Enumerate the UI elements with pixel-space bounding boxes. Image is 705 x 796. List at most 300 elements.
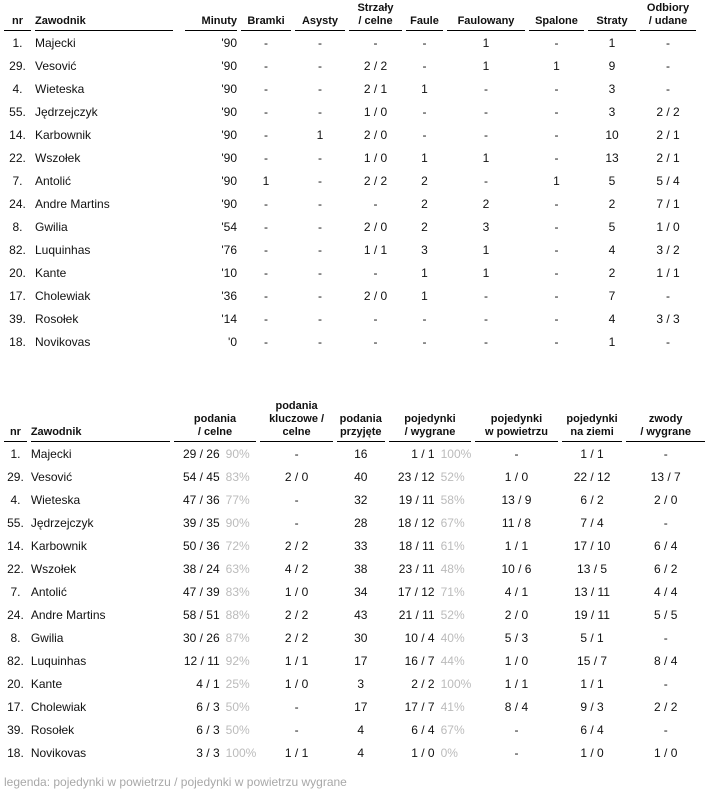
goals-cell: - [264, 219, 268, 234]
fouled-cell: - [484, 127, 488, 142]
passes-cell-percent: 100% [225, 745, 257, 760]
key-passes-cell: 2 / 2 [284, 630, 309, 645]
shots-cell: - [373, 334, 378, 349]
table-row [4, 442, 705, 465]
ground-duels-cell: 5 / 1 [580, 630, 604, 645]
match-stats-table [4, 2, 696, 353]
key-passes-cell: - [294, 722, 299, 737]
dribbles-cell: 13 / 7 [650, 469, 681, 484]
player-name: Andre Martins [30, 607, 106, 622]
minutes-cell: '0 [228, 334, 237, 349]
fouled-cell: - [484, 311, 488, 326]
table-row [4, 465, 705, 488]
recoveries-cell: - [666, 334, 670, 349]
fouled-cell: 1 [482, 150, 490, 165]
header-goals: Bramki [241, 2, 291, 31]
assists-cell: - [318, 334, 322, 349]
key-passes-cell: 4 / 2 [284, 561, 309, 576]
passes-cell [174, 626, 257, 649]
aerial-duels-cell: - [514, 446, 519, 461]
minutes-cell: '14 [221, 311, 237, 326]
table-row [4, 261, 696, 284]
player-name: Karbownik [35, 127, 92, 142]
dribbles-cell: 2 / 0 [654, 492, 678, 507]
passes-cell-percent: 50% [225, 722, 250, 737]
passes-cell-value: 4 / 1 [196, 676, 220, 691]
player-name: Vesović [35, 58, 77, 73]
aerial-duels-cell: 8 / 4 [504, 699, 529, 714]
assists-cell: - [318, 58, 322, 73]
passes-cell-percent: 77% [225, 492, 250, 507]
duels-cell-percent: 52% [440, 607, 465, 622]
ground-duels-cell: 17 / 10 [573, 538, 611, 553]
passes-cell-percent: 88% [225, 607, 250, 622]
header-dribbles: zwody / wygrane [626, 400, 705, 442]
goals-cell: 1 [262, 173, 270, 188]
player-name: Karbownik [30, 538, 87, 553]
table-row [4, 54, 696, 77]
player-number: 82. [7, 653, 24, 668]
header-assists: Asysty [295, 2, 345, 31]
player-name: Wszołek [30, 561, 77, 576]
table-row [4, 511, 705, 534]
dribbles-cell: 2 / 2 [654, 699, 678, 714]
losses-cell: 3 [608, 104, 616, 119]
minutes-cell: '76 [221, 242, 237, 257]
passes-cell [174, 649, 257, 672]
losses-cell: 2 [608, 196, 616, 211]
key-passes-cell: 1 / 1 [284, 653, 309, 668]
passes-cell-percent: 90% [225, 446, 250, 461]
fouled-cell: 1 [482, 242, 490, 257]
fouled-cell: 1 [482, 58, 490, 73]
shots-cell: - [373, 265, 378, 280]
ground-duels-cell: 1 / 0 [580, 745, 604, 760]
player-name: Wieteska [30, 492, 81, 507]
goals-cell: - [264, 311, 268, 326]
goals-cell: - [264, 127, 268, 142]
player-name: Wszołek [35, 150, 81, 165]
recoveries-cell: 1 / 0 [656, 219, 680, 234]
fouled-cell: 1 [482, 265, 490, 280]
received-cell: 38 [354, 561, 368, 576]
player-name: Antolić [35, 173, 72, 188]
losses-cell: 2 [608, 265, 616, 280]
shots-cell: 1 / 0 [363, 104, 388, 119]
duels-cell-percent: 40% [440, 630, 465, 645]
goals-cell: - [264, 104, 268, 119]
fouls-cell: 1 [421, 150, 428, 165]
aerial-duels-cell: 1 / 1 [504, 676, 529, 691]
passes-cell [174, 511, 257, 534]
assists-cell: - [318, 81, 322, 96]
ground-duels-cell: 1 / 1 [580, 446, 604, 461]
duels-cell [389, 511, 472, 534]
assists-cell: - [318, 104, 322, 119]
recoveries-cell: 5 / 4 [656, 173, 680, 188]
duels-cell-percent: 41% [440, 699, 465, 714]
key-passes-cell: 1 / 0 [284, 584, 309, 599]
assists-cell: - [318, 219, 322, 234]
player-number: 20. [7, 676, 24, 691]
duels-cell [389, 442, 472, 465]
passing-duels-table [4, 400, 705, 764]
goals-cell: - [264, 58, 268, 73]
header-nr: nr [4, 400, 27, 442]
received-cell: 4 [357, 722, 365, 737]
fouled-cell: 3 [482, 219, 490, 234]
ground-duels-cell: 6 / 4 [580, 722, 604, 737]
recoveries-cell: - [666, 288, 670, 303]
offsides-cell: - [554, 288, 559, 303]
table-row [4, 672, 705, 695]
table-row [4, 238, 696, 261]
aerial-duels-cell: 10 / 6 [501, 561, 532, 576]
key-passes-cell: 2 / 2 [284, 538, 309, 553]
duels-cell-percent: 52% [440, 469, 465, 484]
player-name: Gwilia [30, 630, 64, 645]
duels-cell-value: 2 / 2 [411, 676, 435, 691]
shots-cell: - [373, 311, 378, 326]
duels-cell-value: 1 / 1 [411, 446, 435, 461]
passes-cell-value: 58 / 51 [182, 607, 220, 622]
ground-duels-cell: 19 / 11 [574, 607, 610, 622]
player-name: Vesović [30, 469, 73, 484]
passes-cell-percent: 83% [225, 584, 250, 599]
fouls-cell: - [422, 104, 427, 119]
passes-cell-value: 50 / 36 [182, 538, 220, 553]
duels-cell-percent: 48% [440, 561, 465, 576]
received-cell: 3 [357, 676, 365, 691]
table-row [4, 284, 696, 307]
duels-cell [389, 741, 472, 764]
received-cell: 34 [354, 584, 368, 599]
fouled-cell: - [484, 104, 488, 119]
passes-cell [174, 488, 257, 511]
dribbles-cell: 6 / 2 [654, 561, 678, 576]
duels-cell-value: 18 / 11 [398, 538, 435, 553]
player-name: Cholewiak [30, 699, 87, 714]
player-number: 20. [9, 265, 26, 280]
ground-duels-cell: 1 / 1 [580, 676, 604, 691]
aerial-duels-cell: 4 / 1 [504, 584, 529, 599]
fouled-cell: - [484, 81, 488, 96]
fouls-cell: - [422, 58, 427, 73]
recoveries-cell: 3 / 2 [656, 242, 680, 257]
shots-cell: 2 / 0 [363, 219, 388, 234]
player-number: 39. [7, 722, 24, 737]
offsides-cell: 1 [553, 58, 560, 73]
fouled-cell: 2 [482, 196, 490, 211]
shots-cell: 2 / 0 [363, 288, 388, 303]
table-row [4, 307, 696, 330]
shots-cell: 2 / 2 [363, 173, 388, 188]
received-cell: 30 [354, 630, 368, 645]
losses-cell: 13 [605, 150, 619, 165]
player-number: 39. [9, 311, 26, 326]
player-number: 4. [10, 492, 21, 507]
duels-cell-percent: 67% [440, 515, 465, 530]
table-row [4, 741, 705, 764]
goals-cell: - [264, 265, 268, 280]
player-number: 14. [9, 127, 26, 142]
passes-cell-value: 6 / 3 [196, 722, 220, 737]
duels-cell-value: 17 / 7 [404, 699, 435, 714]
header-recoveries: Odbiory / udane [640, 2, 696, 31]
player-number: 82. [9, 242, 26, 257]
table-row [4, 146, 696, 169]
header-minutes: Minuty [185, 2, 237, 31]
duels-cell [389, 580, 472, 603]
duels-cell [389, 718, 472, 741]
fouls-cell: 1 [421, 81, 428, 96]
player-number: 29. [7, 469, 24, 484]
duels-cell-percent: 58% [440, 492, 465, 507]
fouled-cell: - [484, 173, 488, 188]
passes-cell [174, 695, 257, 718]
duels-cell [389, 626, 472, 649]
passes-cell [174, 603, 257, 626]
fouls-cell: 1 [421, 265, 428, 280]
player-number: 24. [9, 196, 26, 211]
shots-cell: 2 / 1 [363, 81, 388, 96]
passes-cell-value: 54 / 45 [182, 469, 220, 484]
player-name: Wieteska [35, 81, 85, 96]
goals-cell: - [264, 150, 268, 165]
player-name: Majecki [30, 446, 72, 461]
received-cell: 40 [354, 469, 368, 484]
recoveries-cell: 2 / 2 [656, 104, 680, 119]
key-passes-cell: 2 / 2 [284, 607, 309, 622]
minutes-cell: '90 [221, 150, 237, 165]
table-row [4, 123, 696, 146]
minutes-cell: '36 [221, 288, 237, 303]
duels-cell-value: 23 / 12 [397, 469, 435, 484]
key-passes-cell: 1 / 0 [284, 676, 309, 691]
dribbles-cell: 8 / 4 [654, 653, 678, 668]
header-nr: nr [4, 2, 31, 31]
duels-cell [389, 534, 472, 557]
assists-cell: - [318, 311, 322, 326]
shots-cell: 2 / 0 [363, 127, 388, 142]
losses-cell: 5 [608, 219, 616, 234]
offsides-cell: - [554, 104, 559, 119]
player-number: 55. [9, 104, 26, 119]
offsides-cell: - [554, 265, 559, 280]
goals-cell: - [264, 334, 268, 349]
aerial-duels-cell: - [514, 722, 519, 737]
table-row [4, 649, 705, 672]
assists-cell: - [318, 173, 322, 188]
offsides-cell: - [554, 35, 559, 50]
passes-cell-value: 6 / 3 [196, 699, 220, 714]
passes-cell [174, 442, 257, 465]
received-cell: 17 [354, 653, 368, 668]
player-name: Cholewiak [35, 288, 91, 303]
losses-cell: 4 [608, 242, 616, 257]
duels-cell-percent: 67% [440, 722, 465, 737]
fouls-cell: 2 [421, 196, 428, 211]
passes-cell [174, 672, 257, 695]
duels-cell-percent: 100% [440, 446, 472, 461]
recoveries-cell: 3 / 3 [656, 311, 680, 326]
player-name: Rosołek [35, 311, 79, 326]
header-passes: podania / celne [174, 400, 257, 442]
ground-duels-cell: 15 / 7 [577, 653, 608, 668]
passes-cell-percent: 83% [225, 469, 250, 484]
passes-cell-percent: 87% [225, 630, 250, 645]
player-name: Jędrzejczyk [35, 104, 98, 119]
header-shots: Strzały / celne [349, 2, 402, 31]
ground-duels-cell: 6 / 2 [580, 492, 604, 507]
table-row [4, 557, 705, 580]
key-passes-cell: - [294, 492, 299, 507]
player-name: Luquinhas [35, 242, 91, 257]
player-name: Luquinhas [30, 653, 87, 668]
assists-cell: 1 [316, 127, 324, 142]
duels-cell-value: 21 / 11 [398, 607, 435, 622]
dribbles-cell: - [663, 630, 668, 645]
received-cell: 4 [357, 745, 365, 760]
shots-cell: 2 / 2 [363, 58, 388, 73]
fouled-cell: - [484, 334, 488, 349]
duels-cell-value: 16 / 7 [404, 653, 435, 668]
losses-cell: 1 [608, 35, 616, 50]
shots-cell: - [373, 196, 378, 211]
player-name: Kante [30, 676, 63, 691]
ground-duels-cell: 13 / 11 [574, 584, 610, 599]
duels-cell [389, 465, 472, 488]
passes-cell [174, 741, 257, 764]
player-number: 8. [12, 219, 23, 234]
ground-duels-cell: 9 / 3 [580, 699, 604, 714]
recoveries-cell: - [666, 58, 670, 73]
received-cell: 17 [354, 699, 368, 714]
assists-cell: - [318, 265, 322, 280]
passes-cell-value: 38 / 24 [182, 561, 220, 576]
player-name: Majecki [35, 35, 76, 50]
fouls-cell: 2 [421, 173, 428, 188]
assists-cell: - [318, 288, 322, 303]
legend-note: legenda: pojedynki w powietrzu / pojedynki w powietrzu wygrane [4, 775, 347, 789]
passes-cell [174, 534, 257, 557]
table-row [4, 534, 705, 557]
minutes-cell: '90 [221, 127, 237, 142]
received-cell: 32 [354, 492, 368, 507]
player-number: 17. [9, 288, 26, 303]
recoveries-cell: 2 / 1 [656, 127, 680, 142]
player-number: 7. [12, 173, 23, 188]
duels-cell [389, 649, 472, 672]
shots-cell: - [373, 35, 378, 50]
passes-cell-value: 39 / 35 [182, 515, 220, 530]
dribbles-cell: 5 / 5 [654, 607, 678, 622]
key-passes-cell: - [294, 699, 299, 714]
ground-duels-cell: 13 / 5 [577, 561, 608, 576]
header-aerial-duels: pojedynki w powietrzu [475, 400, 557, 442]
player-name: Antolić [30, 584, 67, 599]
table-row [4, 603, 705, 626]
minutes-cell: '10 [221, 265, 237, 280]
minutes-cell: '54 [221, 219, 237, 234]
header-duels: pojedynki / wygrane [389, 400, 472, 442]
recoveries-cell: 7 / 1 [656, 196, 680, 211]
player-number: 17. [7, 699, 24, 714]
dribbles-cell: - [663, 446, 668, 461]
fouls-cell: - [422, 35, 427, 50]
fouls-cell: 2 [421, 219, 428, 234]
offsides-cell: - [554, 334, 559, 349]
passes-cell-value: 12 / 11 [183, 653, 220, 668]
table-row [4, 626, 705, 649]
passes-cell-value: 30 / 26 [182, 630, 220, 645]
dribbles-cell: 1 / 0 [654, 745, 678, 760]
passes-cell-percent: 92% [225, 653, 250, 668]
losses-cell: 3 [608, 81, 616, 96]
player-number: 1. [10, 446, 21, 461]
duels-cell [389, 488, 472, 511]
duels-cell-percent: 0% [440, 745, 458, 760]
ground-duels-cell: 22 / 12 [573, 469, 611, 484]
player-number: 22. [7, 561, 24, 576]
table-row [4, 77, 696, 100]
duels-cell-percent: 44% [440, 653, 465, 668]
received-cell: 28 [354, 515, 368, 530]
shots-cell: 1 / 0 [363, 150, 388, 165]
table-row [4, 488, 705, 511]
losses-cell: 7 [608, 288, 616, 303]
passes-cell-percent: 90% [225, 515, 250, 530]
goals-cell: - [264, 242, 268, 257]
aerial-duels-cell: 11 / 8 [501, 515, 532, 530]
aerial-duels-cell: - [514, 745, 519, 760]
passes-cell-percent: 50% [225, 699, 250, 714]
received-cell: 33 [354, 538, 368, 553]
minutes-cell: '90 [221, 173, 237, 188]
passes-cell-value: 29 / 26 [182, 446, 220, 461]
duels-cell-value: 1 / 0 [411, 745, 435, 760]
table-row [4, 580, 705, 603]
offsides-cell: - [554, 219, 559, 234]
player-number: 7. [10, 584, 21, 599]
passes-cell-percent: 63% [225, 561, 250, 576]
fouls-cell: - [422, 334, 427, 349]
duels-cell-value: 18 / 12 [397, 515, 435, 530]
losses-cell: 4 [608, 311, 616, 326]
losses-cell: 10 [605, 127, 619, 142]
fouls-cell: - [422, 127, 427, 142]
minutes-cell: '90 [221, 104, 237, 119]
table-row [4, 718, 705, 741]
header-fouled: Faulowany [447, 2, 525, 31]
dribbles-cell: - [663, 515, 668, 530]
header-row [4, 2, 696, 31]
header-row [4, 400, 705, 442]
minutes-cell: '90 [221, 35, 237, 50]
player-name: Jędrzejczyk [30, 515, 94, 530]
header-player: Zawodnik [31, 400, 170, 442]
minutes-cell: '90 [221, 81, 237, 96]
player-name: Kante [35, 265, 67, 280]
fouls-cell: 1 [421, 288, 428, 303]
passes-cell-value: 3 / 3 [196, 745, 220, 760]
losses-cell: 1 [608, 334, 616, 349]
passes-cell-value: 47 / 39 [182, 584, 220, 599]
duels-cell [389, 603, 472, 626]
recoveries-cell: 1 / 1 [656, 265, 680, 280]
aerial-duels-cell: 2 / 0 [504, 607, 529, 622]
table-row [4, 695, 705, 718]
